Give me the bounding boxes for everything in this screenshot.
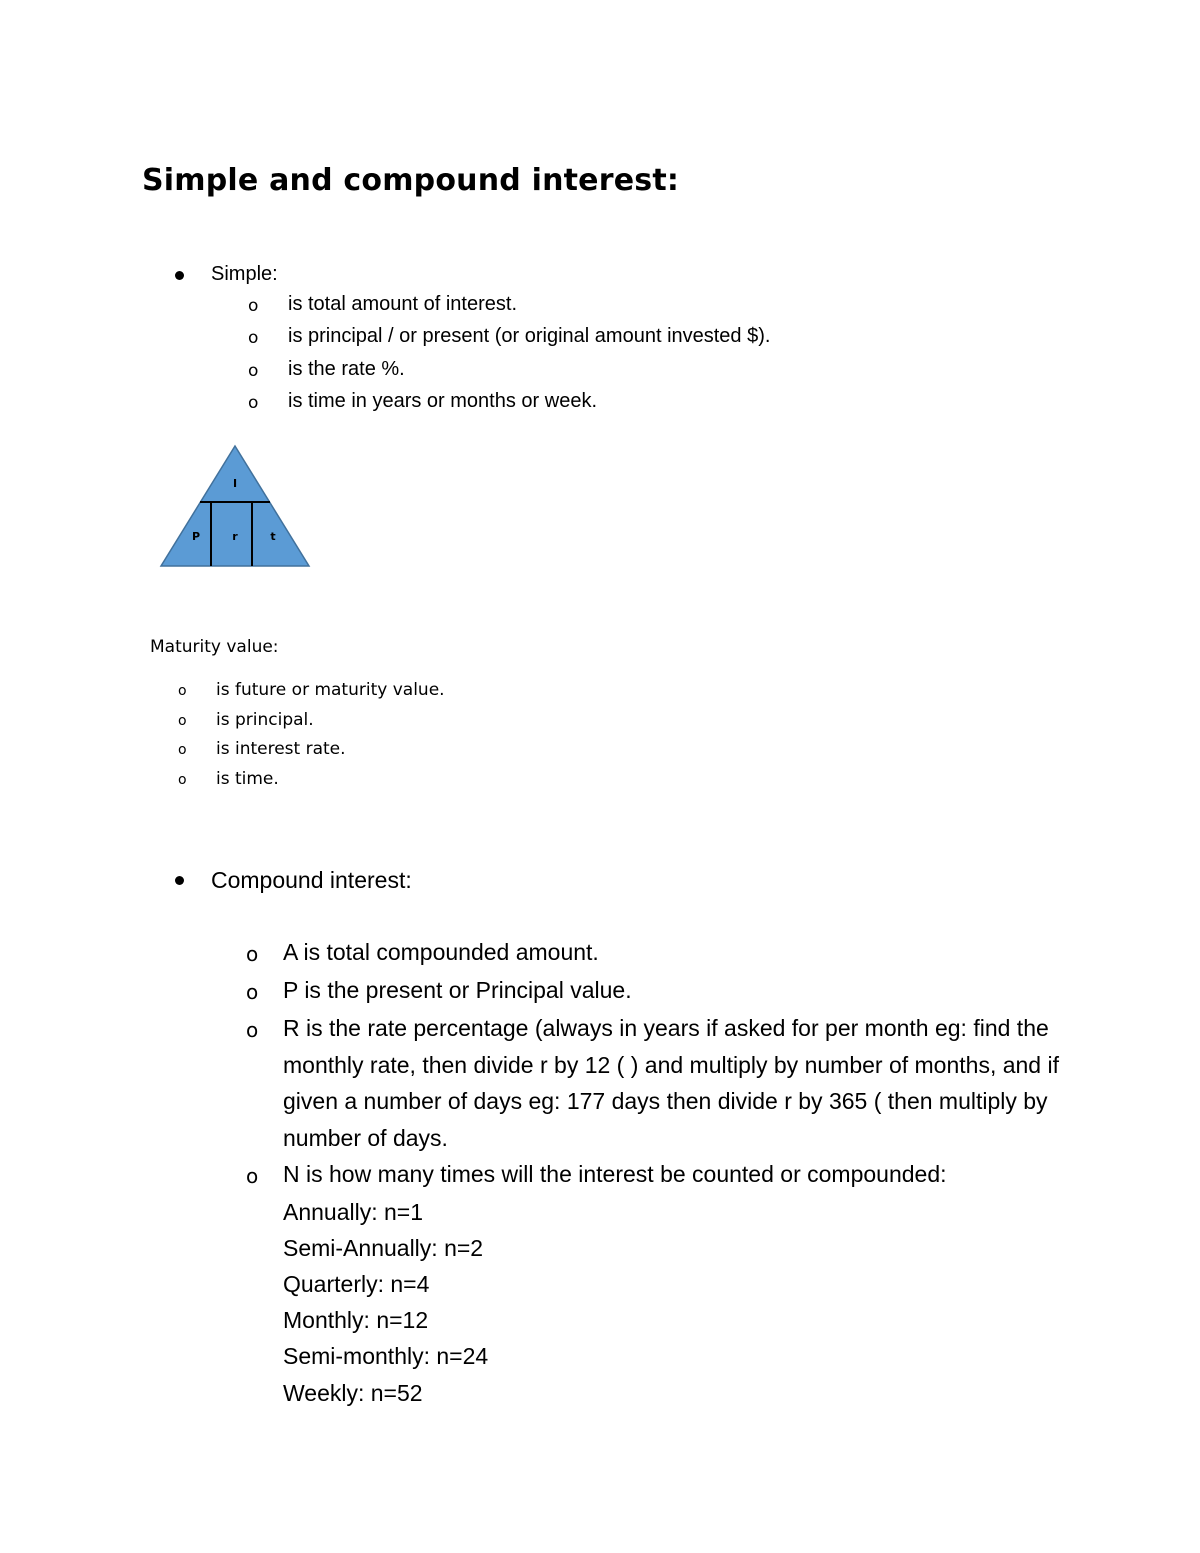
- frequency-line: Semi-Annually: n=2: [283, 1235, 484, 1261]
- frequency-line: Semi-monthly: n=24: [283, 1343, 489, 1369]
- compound-label: Compound interest:: [211, 867, 412, 893]
- circle-bullet-icon: o: [178, 742, 187, 758]
- compound-item: N is how many times will the interest be counted or compounded:: [283, 1161, 947, 1187]
- circle-bullet-icon: o: [248, 296, 259, 316]
- bullet-icon: [175, 876, 184, 885]
- triangle-shape: [161, 446, 309, 566]
- frequency-line: Monthly: n=12: [283, 1307, 429, 1333]
- compound-item: A is total compounded amount.: [283, 939, 599, 965]
- triangle-label-principal: P: [191, 530, 201, 543]
- compound-item-rate: R is the rate percentage (always in years if asked for per month eg: find the monthly rate, then divide r by 12 ( ) and multiply by number of months, and if given a number of days eg: 177 days then divide r by 365 ( then multiply by number of days.: [283, 1015, 1059, 1151]
- maturity-item: is interest rate.: [216, 739, 346, 759]
- simple-label: Simple:: [211, 263, 278, 285]
- compound-item: P is the present or Principal value.: [283, 977, 632, 1003]
- maturity-item: is time.: [216, 769, 279, 789]
- circle-bullet-icon: o: [248, 393, 259, 413]
- interest-triangle-diagram: [140, 440, 320, 575]
- circle-bullet-icon: o: [178, 772, 187, 788]
- circle-bullet-icon: o: [248, 361, 259, 381]
- circle-bullet-icon: o: [178, 683, 187, 699]
- circle-bullet-icon: o: [246, 1018, 259, 1042]
- simple-item: is time in years or months or week.: [288, 390, 597, 412]
- circle-bullet-icon: o: [246, 1164, 259, 1188]
- page-title: Simple and compound interest:: [142, 163, 680, 198]
- triangle-label-time: t: [270, 530, 276, 543]
- triangle-label-rate: r: [232, 530, 238, 543]
- bullet-icon: [175, 271, 184, 280]
- simple-item: is principal / or present (or original amount invested $).: [288, 325, 771, 347]
- maturity-item: is principal.: [216, 710, 314, 730]
- circle-bullet-icon: o: [248, 328, 259, 348]
- simple-item: is total amount of interest.: [288, 293, 518, 315]
- frequency-line: Quarterly: n=4: [283, 1271, 430, 1297]
- circle-bullet-icon: o: [246, 980, 259, 1004]
- frequency-line: Annually: n=1: [283, 1199, 424, 1225]
- frequency-line: Weekly: n=52: [283, 1380, 423, 1406]
- simple-item: is the rate %.: [288, 358, 405, 380]
- maturity-item: is future or maturity value.: [216, 680, 445, 700]
- circle-bullet-icon: o: [178, 713, 187, 729]
- maturity-value-label: Maturity value:: [150, 637, 279, 657]
- circle-bullet-icon: o: [246, 942, 259, 966]
- triangle-label-interest: I: [232, 477, 238, 490]
